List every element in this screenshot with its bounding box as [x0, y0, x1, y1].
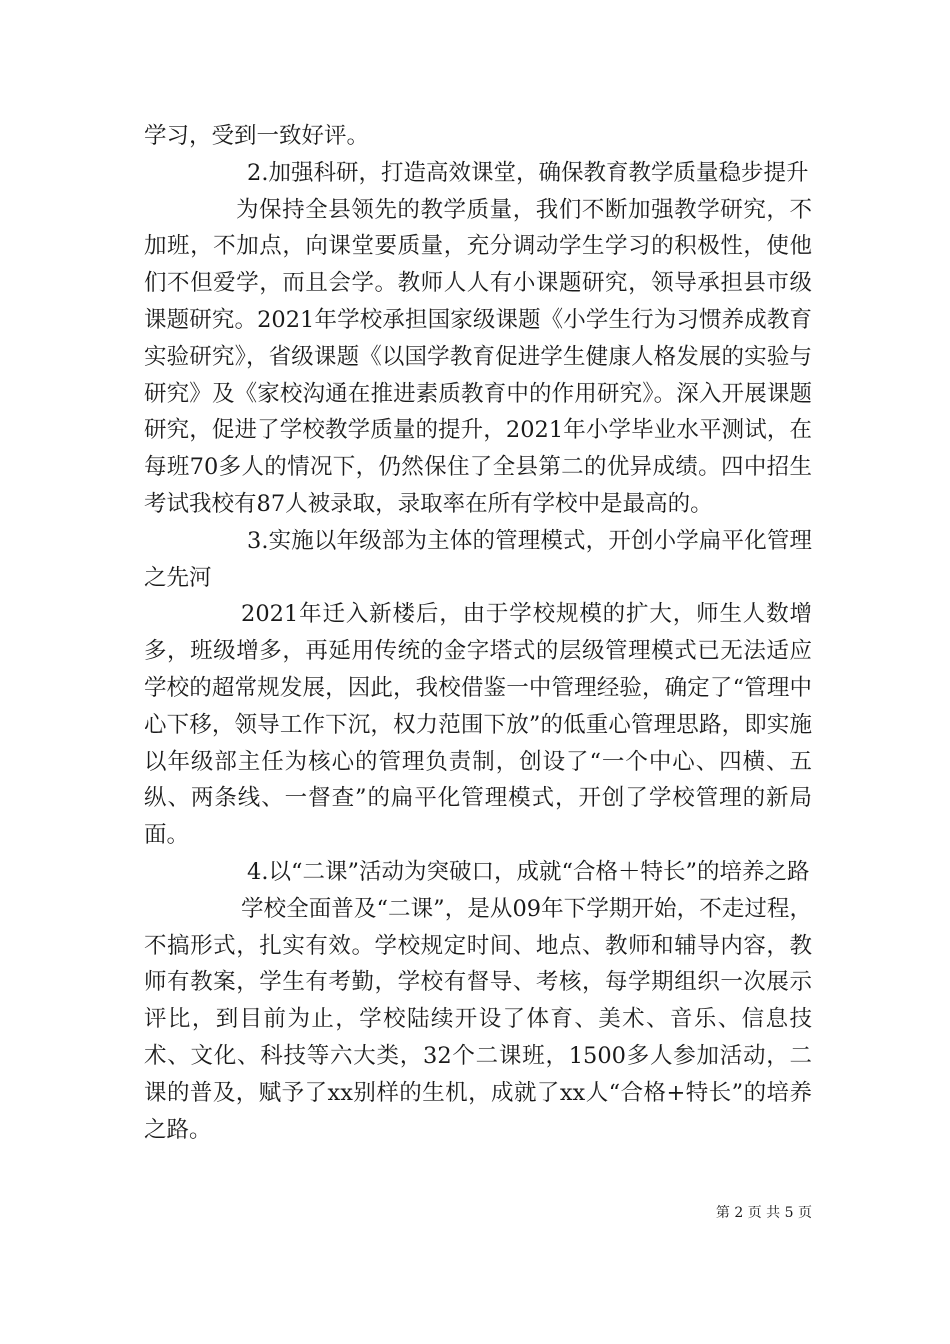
paragraph-activities: 学校全面普及“二课”，是从09年下学期开始，不走过程，不搞形式，扎实有效。学校规定时间、地点、教师和辅导内容，教师有教案，学生有考勤，学校有督导、考核，每学期组织一次展示评比，到目前为止，学校陆续开设了体育、美术、音乐、信息技术、文化、科技等六大类，32个二课班，1500多人参加活动，二课的普及，赋予了xx别样的生机，成就了xx人“合格+特长”的培养之路。: [144, 895, 812, 1143]
paragraph-research: 为保持全县领先的教学质量，我们不断加强教学研究，不加班，不加点，向课堂要质量，充分调动学生学习的积极性，使他们不但爱学，而且会学。教师人人有小课题研究，领导承担县市级课题研究。2021年学校承担国家级课题《小学生行为习惯养成教育实验研究》，省级课题《以国学教育促进学生健康人格发展的实验与研究》及《家校沟通在推进素质教育中的作用研究》。深入开展课题研究，促进了学校教学质量的提升，2021年小学毕业水平测试，在每班70多人的情况下，仍然保住了全县第二的优异成绩。四中招生考试我校有87人被录取，录取率在所有学校中是最高的。: [144, 196, 812, 517]
paragraph-continuation: 学习，受到一致好评。: [144, 123, 370, 149]
section-heading-4: 4.以“二课”活动为突破口，成就“合格＋特长”的培养之路: [247, 858, 810, 885]
section-heading-2: 2.加强科研，打造高效课堂，确保教育教学质量稳步提升: [247, 159, 809, 186]
section-heading-3: 3.实施以年级部为主体的管理模式，开创小学扁平化管理之先河: [144, 527, 812, 591]
paragraph-management: 2021年迁入新楼后，由于学校规模的扩大，师生人数增多，班级增多，再延用传统的金字塔式的层级管理模式已无法适应学校的超常规发展，因此，我校借鉴一中管理经验，确定了“管理中心下移，领导工作下沉，权力范围下放”的低重心管理思路，即实施以年级部主任为核心的管理负责制，创设了“一个中心、四横、五纵、两条线、一督查”的扁平化管理模式，开创了学校管理的新局面。: [144, 601, 812, 849]
page-number-footer: 第 2 页 共 5 页: [715, 1205, 812, 1221]
document-body: [144, 118, 812, 1148]
